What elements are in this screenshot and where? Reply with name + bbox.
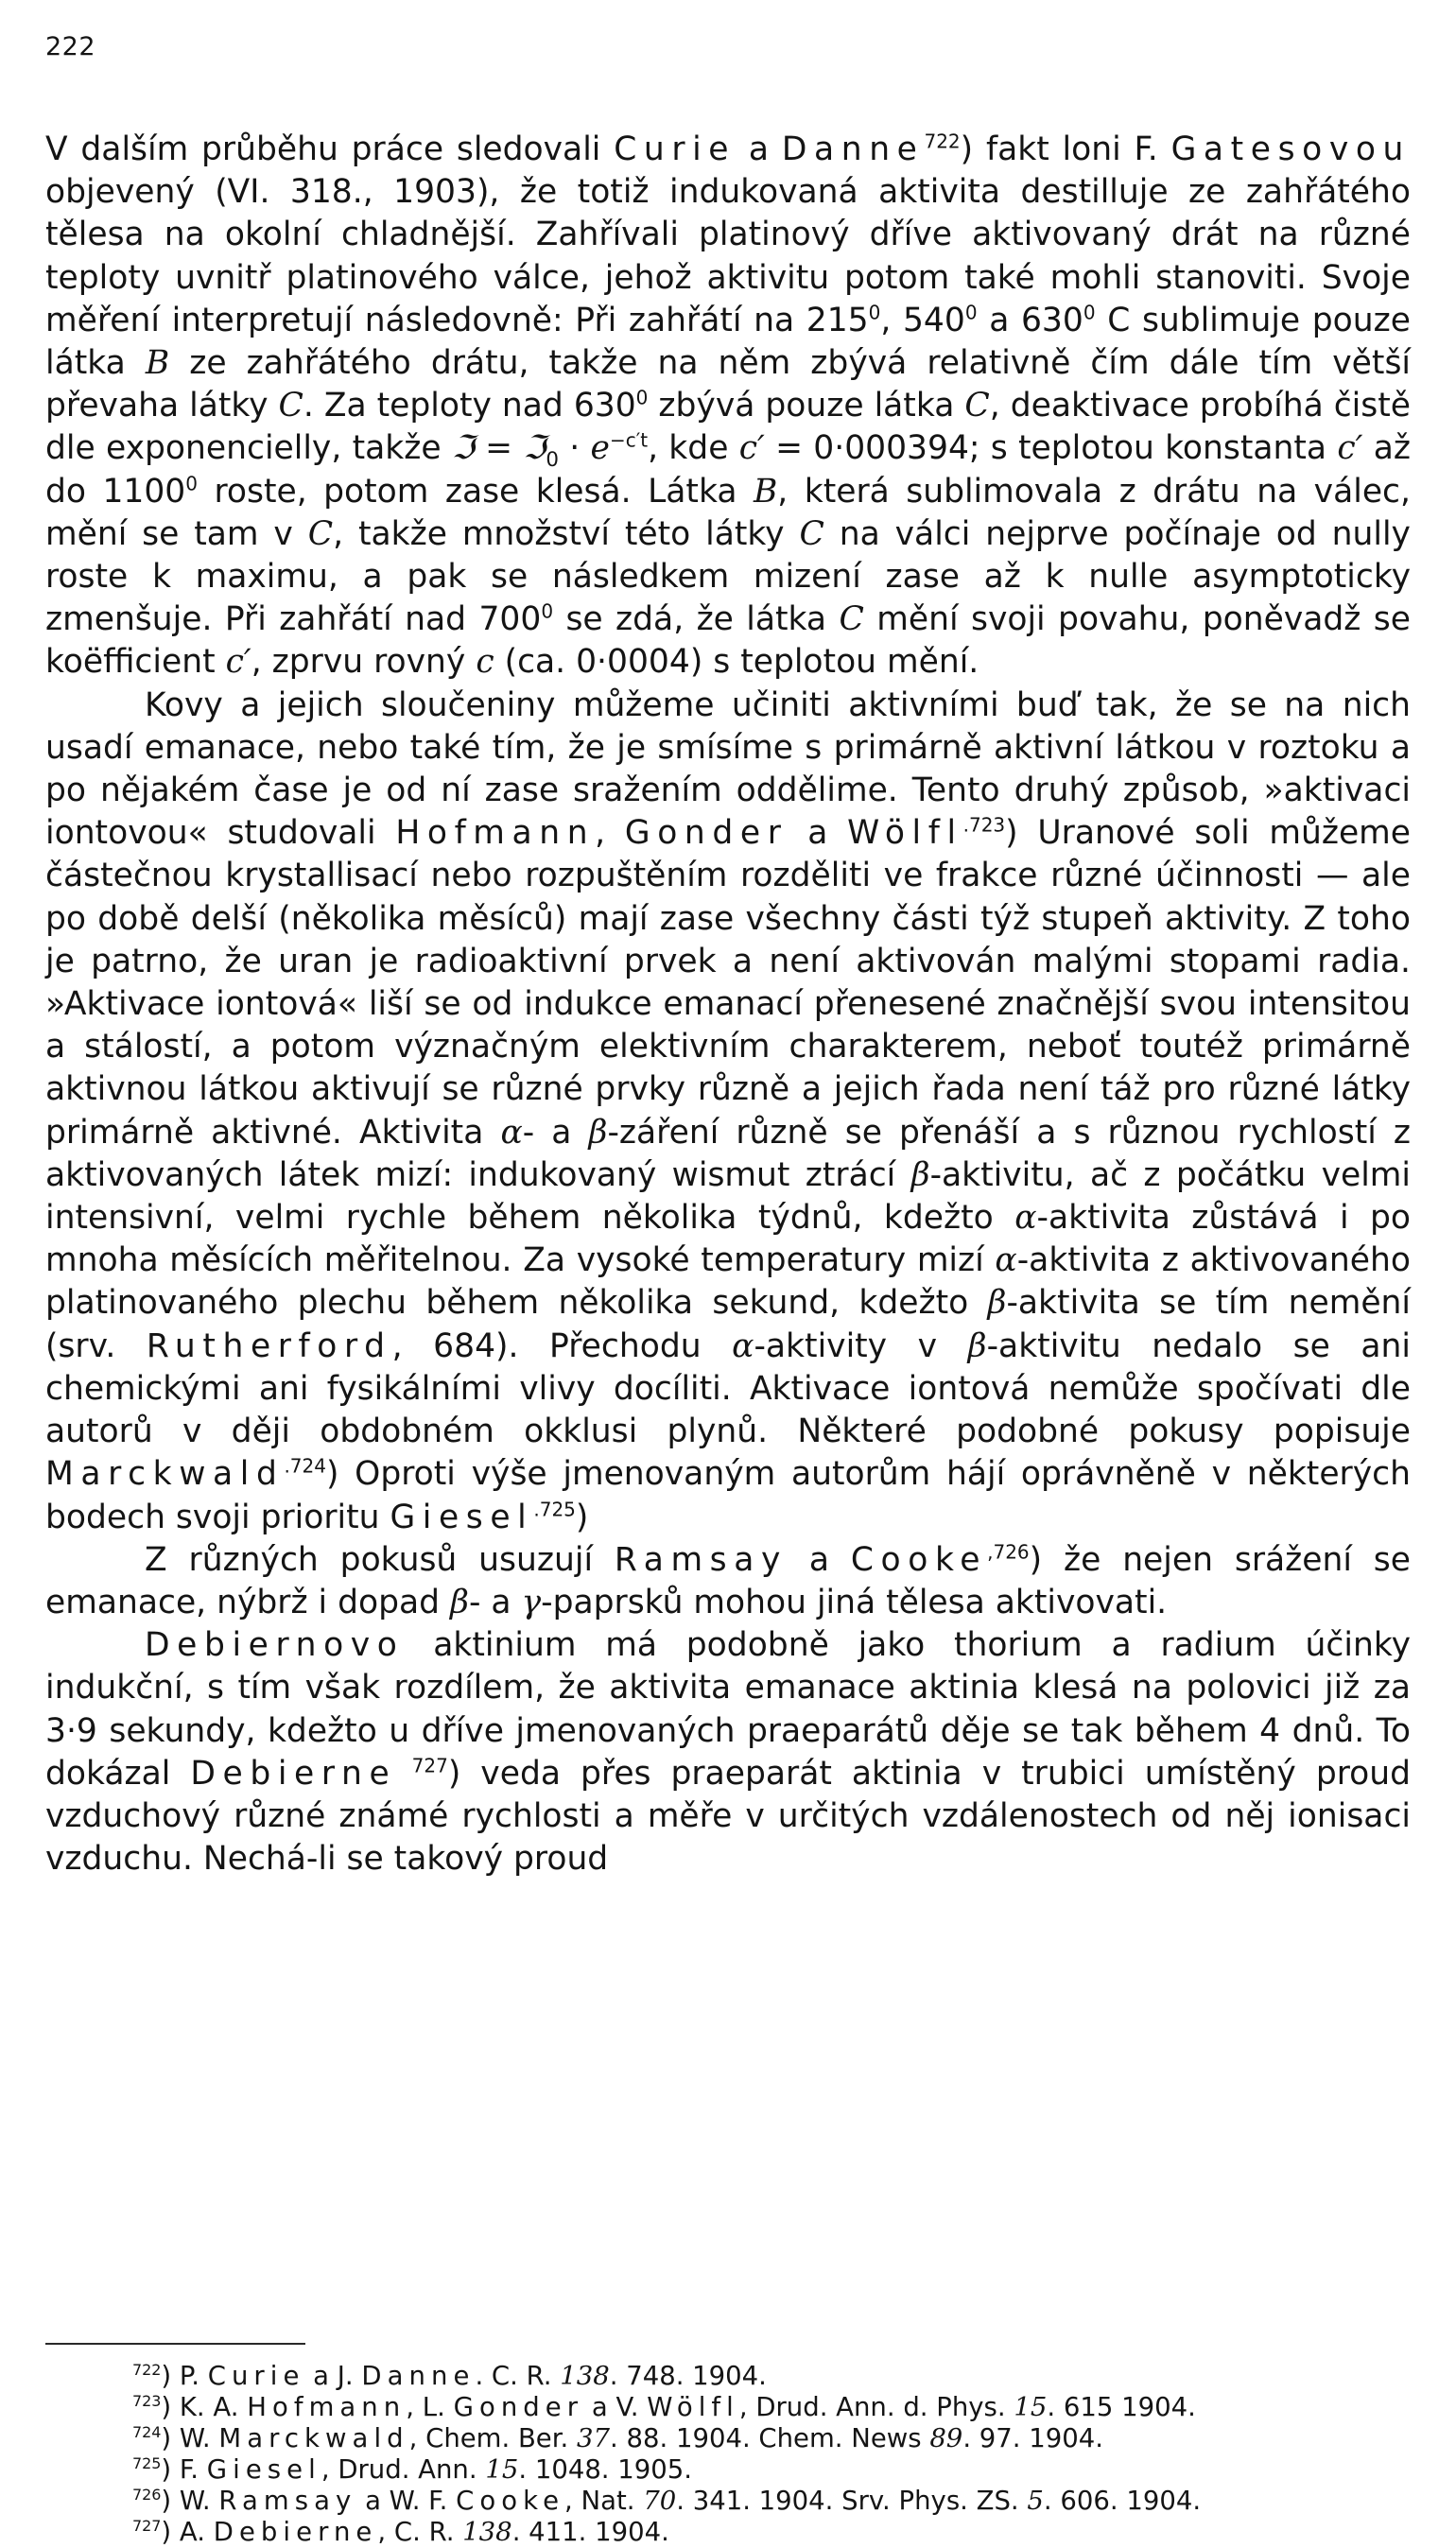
text-segment: Debierne	[190, 1754, 397, 1793]
text-segment: , zprvu rovný	[251, 643, 477, 682]
text-segment: C	[307, 514, 334, 553]
text-segment: e	[590, 429, 610, 468]
text-segment: Cooke	[456, 2486, 565, 2516]
text-segment: ) že nejen srážení se emanace, nýbrž i dopad	[45, 1540, 1412, 1621]
text-segment: , která sublimovala z drátu na válec, mění se tam v	[45, 472, 1411, 553]
text-segment: ) P.	[161, 2361, 208, 2391]
text-segment: Wölfl	[847, 814, 963, 853]
text-segment: α	[732, 1326, 754, 1365]
text-segment: 15	[485, 2454, 519, 2485]
text-segment: - a	[522, 1113, 589, 1152]
paragraph	[45, 685, 1411, 1539]
text-segment: Giesel	[390, 1498, 534, 1536]
text-segment: 727	[132, 2516, 162, 2535]
text-segment: = 0·000394; s teplotou konstanta	[764, 429, 1338, 468]
text-segment: ) F.	[161, 2454, 207, 2485]
text-segment: 722	[132, 2360, 162, 2379]
text-segment: . 748. 1904.	[609, 2361, 767, 2391]
text-segment: 15	[1014, 2392, 1048, 2422]
text-segment: α	[1014, 1199, 1037, 1238]
text-segment: 37	[577, 2423, 610, 2453]
text-segment: . 606. 1904.	[1043, 2486, 1202, 2516]
text-segment: .725	[533, 1498, 576, 1520]
text-segment: ) veda přes praeparát aktinia v trubici umístěný proud vzduchový různé známé rychlosti a měře v určitých vzdálenostech od něj ionisaci vzduchu. Nechá-li se takový proud	[45, 1754, 1412, 1879]
text-segment: . 88. 1904. Chem. News	[610, 2423, 930, 2453]
text-segment: a	[788, 814, 848, 853]
text-segment: , C. R.	[377, 2517, 463, 2547]
text-segment: a V.	[583, 2392, 648, 2422]
text-segment: -aktivitu nedalo se ani chemickými ani fysikálními vlivy docíliti. Aktivace iontová nemůže spočívati dle autorů v ději obdobném okklusi plynů. Některé podobné pokusy popisuje	[45, 1326, 1412, 1451]
text-segment: Debierne	[213, 2517, 378, 2547]
text-segment: Debiernovo	[145, 1626, 405, 1665]
text-segment: β	[588, 1113, 608, 1152]
text-segment: Ramsay	[218, 2486, 357, 2516]
body-text	[45, 129, 1411, 1881]
text-segment: Curie	[207, 2361, 305, 2391]
text-segment: a 630	[977, 301, 1083, 339]
text-segment: C	[278, 387, 303, 425]
text-segment: Marckwald	[45, 1455, 285, 1494]
text-segment: Marckwald	[218, 2423, 409, 2453]
text-segment: , deaktivace probíhá čistě dle exponencielly, takže	[45, 387, 1411, 468]
text-segment: 727	[396, 1754, 448, 1777]
text-segment: c′	[225, 643, 251, 682]
text-segment: . C. R.	[475, 2361, 561, 2391]
text-segment: B	[753, 472, 778, 511]
text-segment: Curie	[614, 130, 737, 168]
text-segment: 0	[868, 301, 881, 324]
text-segment: -aktivitu, ač z počátku velmi intensivní, velmi rychle během několika týdnů, kdežto	[45, 1155, 1412, 1238]
text-segment: - a	[468, 1583, 522, 1621]
text-segment: β	[967, 1326, 987, 1365]
text-segment: 89	[929, 2423, 963, 2453]
text-segment: 722	[924, 130, 961, 153]
text-segment: až do 1100	[45, 429, 1412, 511]
text-segment: Rutherford	[146, 1326, 392, 1365]
text-segment: ) K. A.	[161, 2392, 248, 2422]
text-segment: β	[910, 1155, 930, 1194]
text-segment: se zdá, že látka	[553, 600, 840, 639]
text-segment: ,726	[987, 1540, 1030, 1564]
text-segment: ·	[559, 429, 591, 468]
text-segment: . 1048. 1905.	[518, 2454, 693, 2485]
text-segment: Gonder	[624, 814, 789, 853]
text-segment: 0	[1083, 301, 1096, 324]
text-segment: 723	[132, 2391, 162, 2410]
text-segment: , Drud. Ann.	[321, 2454, 486, 2485]
text-segment: C sublimuje pouze látka	[45, 301, 1411, 383]
text-segment: -aktivita zůstává i po mnoha měsících měřitelnou. Za vysoké temperatury mizí	[45, 1199, 1411, 1280]
text-segment: -aktivita se tím nemění (srv.	[45, 1284, 1411, 1365]
text-segment: 70	[643, 2486, 677, 2516]
text-segment: Gatesovou	[1170, 130, 1411, 168]
text-segment: ) W.	[161, 2423, 219, 2453]
footnotes	[45, 2361, 1411, 2548]
paragraph	[45, 1539, 1411, 1624]
footnote-727	[45, 2517, 1411, 2548]
text-segment: ze zahřátého drátu, takže na něm zbývá relativně čím dále tím větší převaha látky	[45, 344, 1411, 425]
text-segment: Giesel	[206, 2454, 321, 2485]
text-segment: mění svoji povahu, poněvadž se koëfficient	[45, 600, 1411, 682]
text-segment: , L.	[406, 2392, 454, 2422]
text-segment: ) A.	[161, 2517, 214, 2547]
text-segment: , takže množství této látky	[333, 514, 800, 553]
text-segment: 0	[185, 472, 198, 495]
footnote-725	[45, 2454, 1411, 2486]
text-segment: . 411. 1904.	[511, 2517, 669, 2547]
text-segment: -aktivita z aktivovaného platinovaného plechu během několika sekund, kdežto	[45, 1241, 1411, 1323]
text-segment: . Za teploty nad 630	[303, 387, 636, 425]
footnote-723	[45, 2392, 1411, 2423]
text-segment: c	[476, 643, 494, 682]
text-segment: Danne	[781, 130, 925, 168]
text-segment: Z různých pokusů usuzují	[145, 1540, 615, 1579]
text-segment: a W. F.	[356, 2486, 457, 2516]
text-segment: .723	[962, 813, 1006, 837]
text-segment: Ramsay	[614, 1540, 788, 1579]
text-segment: γ	[521, 1583, 542, 1621]
text-segment: , 540	[880, 301, 965, 339]
text-segment: .724	[284, 1454, 326, 1478]
footnote-722	[45, 2361, 1411, 2392]
footnote-separator	[45, 2343, 305, 2345]
paragraph	[45, 1624, 1411, 1881]
text-segment: Cooke	[850, 1540, 988, 1579]
text-segment: 138	[462, 2517, 512, 2547]
text-segment: β	[450, 1583, 469, 1621]
text-segment: )	[575, 1498, 589, 1536]
text-segment: ) fakt loni F.	[960, 130, 1171, 168]
text-segment: 0	[635, 386, 649, 409]
text-segment: B	[145, 344, 170, 383]
text-segment: -paprsků mohou jiná tělesa aktivovati.	[541, 1583, 1168, 1621]
text-segment: ) Uranové soli můžeme částečnou krystallisací nebo rozpuštěním rozděliti ve frakce různé účinnosti — ale po době delší (několika měsíců) mají zase všechny části týž stupeň aktivity. Z toho je patrno, že uran je radioaktivní prvek a není aktivován malými stopami radia. »Aktivace iontová« liší se od indukce emanací přenesené značnější svou intensitou a stálostí, a potom význačným elektivním charakterem, neboť toutéž primárně aktivnou látkou aktivují se různé prvky různě a jejich řada není táž pro různé látky primárně aktivné. Aktivita	[45, 814, 1412, 1152]
text-segment: ) Oproti výše jmenovaným autorům hájí oprávněně v některých bodech svoji prioritu	[45, 1455, 1411, 1536]
text-segment: roste, potom zase klesá. Látka	[198, 472, 754, 511]
text-segment: 138	[560, 2361, 610, 2391]
text-segment: Kovy a jejich sloučeniny můžeme učiniti aktivními buď tak, že se na nich usadí emanace, nebo také tím, že je smísíme s primárně aktivní látkou v roztoku a po nějakém čase je od ní zase sražením oddělime. Tento druhý způsob, »aktivaci iontovou« studovali	[45, 685, 1411, 853]
text-segment: na válci nejprve počínaje od nully roste k maximu, a pak se následkem mizení zase až k nulle asymptoticky zmenšuje. Při zahřátí nad 700	[45, 514, 1411, 639]
text-segment: (ca. 0·0004) s teplotou mění.	[494, 643, 979, 682]
text-segment: C	[839, 600, 864, 639]
text-segment: a	[736, 130, 782, 168]
text-segment: objevený (VI. 318., 1903), že totiž indukovaná aktivita destilluje ze zahřátého tělesa na okolní chladnější. Zahřívali platinový dříve aktivovaný drát na různé teploty uvnitř platinového válce, jehož aktivitu potom také mohli stanoviti. Svoje měření interpretují následovně: Při zahřátí na 215	[45, 173, 1411, 339]
text-segment: ) W.	[161, 2486, 219, 2516]
text-segment: a	[787, 1540, 851, 1579]
text-segment: ℑ = ℑ	[451, 429, 546, 468]
text-segment: zbývá pouze látka	[648, 387, 965, 425]
text-segment: a J.	[304, 2361, 362, 2391]
text-segment: c′	[738, 429, 765, 468]
text-segment: C	[799, 514, 824, 553]
text-segment: aktinium má podobně jako thorium a radium účinky indukční, s tím však rozdílem, že aktivita emanace aktinia klesá na polovici již za 3·9 sekundy, kdežto u dříve jmenovaných praeparátů děje se tak během 4 dnů. To dokázal	[45, 1626, 1411, 1793]
text-segment: 725	[132, 2453, 162, 2472]
text-segment: , Nat.	[564, 2486, 644, 2516]
text-segment: Danne	[361, 2361, 476, 2391]
text-segment: −c′t	[609, 428, 649, 452]
footnote-724	[45, 2423, 1411, 2454]
paragraph	[45, 129, 1411, 685]
text-segment: Gonder	[453, 2392, 584, 2422]
text-segment: C	[964, 387, 990, 425]
text-segment: 0	[546, 448, 559, 473]
text-segment: , Chem. Ber.	[408, 2423, 577, 2453]
text-segment: -aktivity v	[754, 1326, 968, 1365]
text-segment: β	[987, 1284, 1007, 1323]
text-segment: 724	[132, 2422, 162, 2441]
text-segment: -záření různě se přenáší a s různou rychlostí z aktivovaných látek mizí: indukovaný wismut ztrácí	[45, 1113, 1412, 1194]
text-segment: , 684). Přechodu	[391, 1326, 733, 1365]
text-segment: . 341. 1904. Srv. Phys. ZS.	[676, 2486, 1028, 2516]
text-segment: 726	[132, 2485, 162, 2504]
text-segment: , kde	[648, 429, 739, 468]
text-segment: Wölfl	[647, 2392, 739, 2422]
text-segment: V dalším průběhu práce sledovali	[45, 130, 615, 168]
text-segment: 5	[1027, 2486, 1044, 2516]
text-segment: . 615 1904.	[1047, 2392, 1196, 2422]
text-segment: Hofmann	[395, 814, 596, 853]
text-segment: ,	[595, 814, 625, 853]
text-segment: c′	[1337, 429, 1363, 468]
page-number: 222	[45, 32, 96, 61]
text-segment: . 97. 1904.	[962, 2423, 1103, 2453]
text-segment: , Drud. Ann. d. Phys.	[738, 2392, 1014, 2422]
text-segment: α	[995, 1241, 1017, 1280]
text-segment: α	[500, 1113, 523, 1152]
text-segment: 0	[541, 599, 554, 623]
text-segment: Hofmann	[247, 2392, 407, 2422]
footnote-726	[45, 2486, 1411, 2517]
text-segment: 0	[964, 301, 978, 324]
